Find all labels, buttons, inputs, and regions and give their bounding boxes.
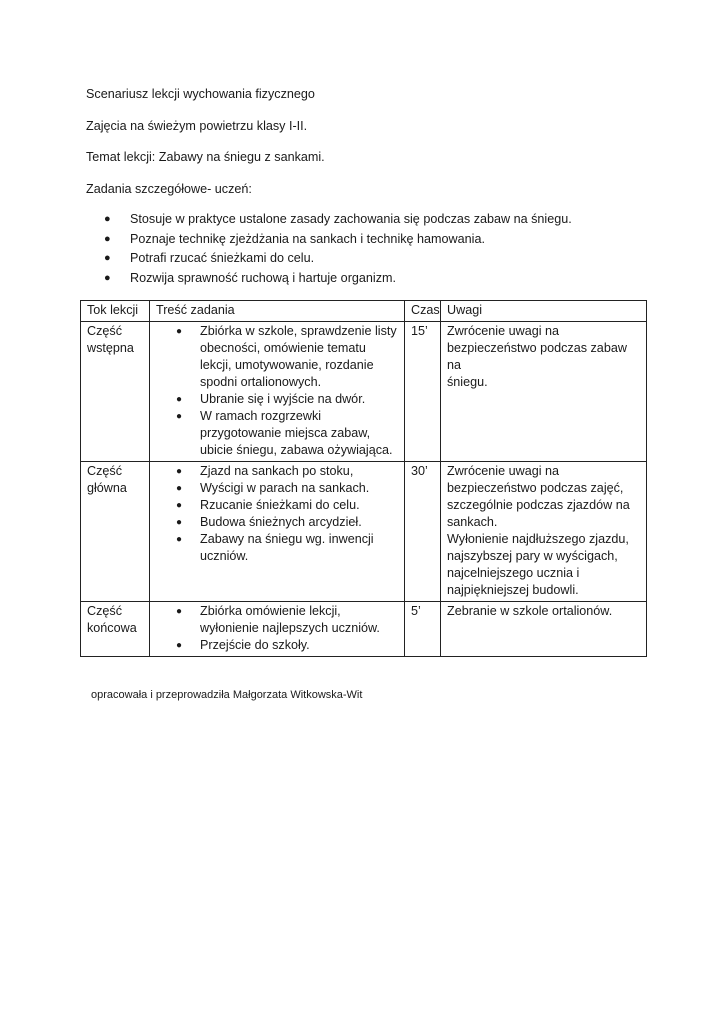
- bullet-icon: ●: [104, 213, 111, 225]
- objective-item: ● Poznaje technikę zjeżdżania na sankach i technikę hamowania.: [104, 230, 572, 250]
- table-row: [81, 602, 647, 657]
- list-item: ● Zjazd na sankach po stoku,: [176, 464, 354, 478]
- author-note: opracowała i przeprowadziła Małgorzata Witkowska-Wit: [91, 689, 363, 701]
- bullet-icon: ●: [104, 232, 111, 245]
- bullet-icon: ●: [176, 394, 183, 405]
- list-item: ● Wyścigi w parach na sankach.: [176, 481, 370, 495]
- bullet-icon: ●: [176, 517, 183, 528]
- bullet-icon: ●: [176, 500, 183, 511]
- notes-cell: Zebranie w szkole ortalionów.: [441, 602, 647, 657]
- bullet-icon: ●: [176, 411, 183, 422]
- document-title: Scenariusz lekcji wychowania fizycznego: [86, 87, 315, 101]
- list-item: ● Zabawy na śniegu wg. inwencji uczniów.: [176, 532, 374, 563]
- bullet-icon: ●: [176, 466, 183, 477]
- time-cell: 30’: [405, 462, 441, 602]
- list-item: ● Ubranie się i wyjście na dwór.: [176, 392, 366, 406]
- bullet-icon: ●: [176, 640, 183, 651]
- tasks-cell: [150, 322, 405, 462]
- part-cell: Część główna: [81, 462, 150, 602]
- list-item: ● Zbiórka w szkole, sprawdzenie listy obecności, omówienie tematu lekcji, umotywowanie, rozdanie spodni ortalionowych.: [176, 324, 397, 389]
- bullet-icon: ●: [104, 271, 111, 284]
- tasks-cell: [150, 602, 405, 657]
- objective-item: ● Stosuje w praktyce ustalone zasady zachowania się podczas zabaw na śniegu.: [104, 210, 572, 230]
- list-item: ● Rzucanie śnieżkami do celu.: [176, 498, 360, 512]
- tasks-cell: [150, 462, 405, 602]
- list-item: ● W ramach rozgrzewki przygotowanie miejsca zabaw, ubicie śniegu, zabawa ożywiająca.: [176, 409, 393, 457]
- notes-cell: Zwrócenie uwagi na bezpieczeństwo podczas zajęć, szczególnie podczas zjazdów na sankach. Wyłonienie najdłuższego zjazdu, najszybszej pary w wyścigach, najcelniejszego ucznia i najpiękniejszej budowli.: [441, 462, 647, 602]
- bullet-icon: ●: [176, 534, 183, 545]
- bullet-icon: ●: [176, 606, 183, 617]
- time-cell: 15’: [405, 322, 441, 462]
- header-cell-tasks: Treść zadania: [150, 301, 405, 322]
- lesson-table: [80, 300, 647, 657]
- table-row: [81, 322, 647, 462]
- list-item: ● Przejście do szkoły.: [176, 638, 310, 652]
- list-item: ● Zbiórka omówienie lekcji, wyłonienie najlepszych uczniów.: [176, 604, 380, 635]
- table-row: [81, 462, 647, 602]
- time-cell: 5’: [405, 602, 441, 657]
- header-cell-time: Czas: [405, 301, 441, 322]
- class-info: Zajęcia na świeżym powietrzu klasy I-II.: [86, 119, 308, 133]
- header-cell-notes: Uwagi: [441, 301, 647, 322]
- tasks-heading: Zadania szczegółowe- uczeń:: [86, 182, 252, 196]
- bullet-icon: ●: [104, 252, 111, 264]
- tasks-list: [156, 603, 399, 654]
- objectives-list: [104, 210, 572, 288]
- lesson-topic: Temat lekcji: Zabawy na śniegu z sankami.: [86, 150, 325, 164]
- objective-item: ● Rozwija sprawność ruchową i hartuje organizm.: [104, 269, 572, 289]
- header-cell-part: Tok lekcji: [81, 301, 150, 322]
- bullet-icon: ●: [176, 326, 183, 337]
- part-cell: Część wstępna: [81, 322, 150, 462]
- notes-cell: Zwrócenie uwagi na bezpieczeństwo podczas zabaw na śniegu.: [441, 322, 647, 462]
- tasks-list: [156, 463, 399, 565]
- tasks-list: [156, 323, 399, 459]
- part-cell: Część końcowa: [81, 602, 150, 657]
- list-item: ● Budowa śnieżnych arcydzieł.: [176, 515, 362, 529]
- bullet-icon: ●: [176, 483, 183, 494]
- objective-item: ● Potrafi rzucać śnieżkami do celu.: [104, 249, 572, 269]
- table-header-row: [81, 301, 647, 322]
